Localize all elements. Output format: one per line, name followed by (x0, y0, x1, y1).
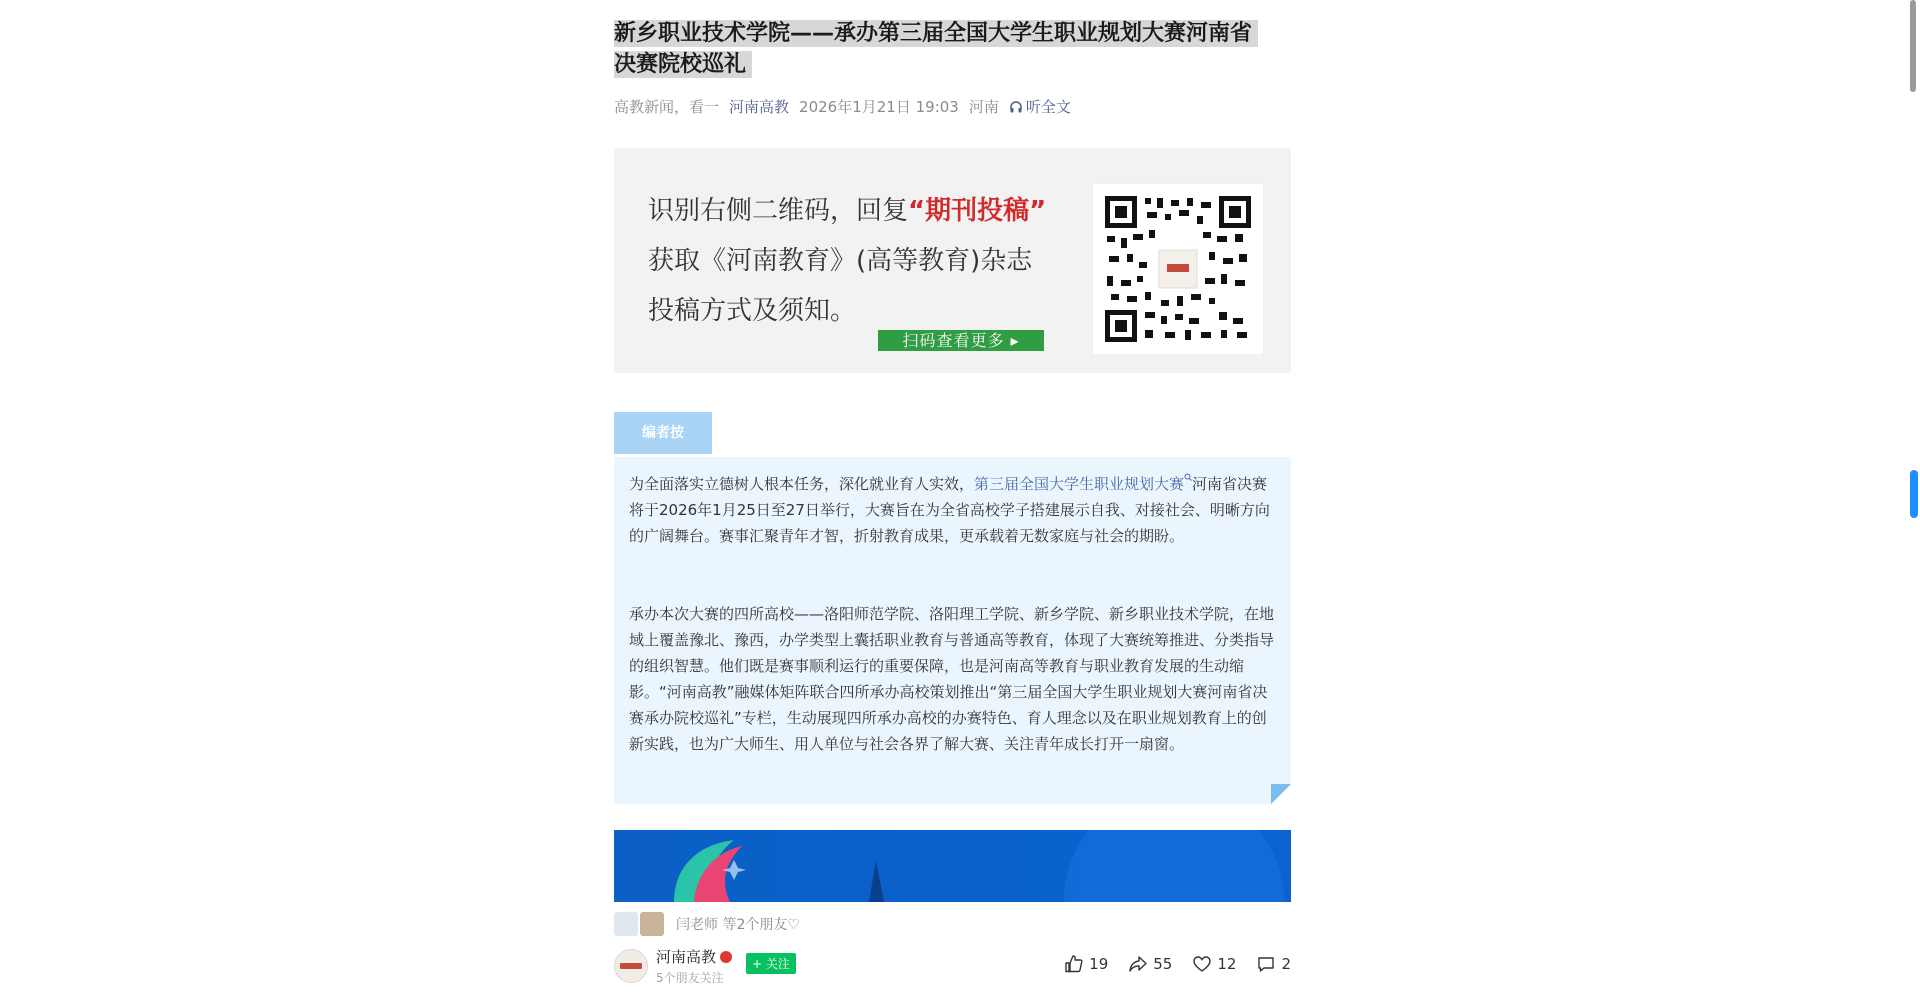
banner-line-2: 获取《河南教育》(高等教育)杂志 (648, 246, 1033, 276)
editor-note (614, 457, 1291, 804)
friends-liked[interactable] (614, 912, 800, 936)
comment-button[interactable] (1256, 954, 1291, 974)
scan-more-label: 扫码查看更多 ▸ (878, 330, 1044, 351)
friend-avatar-1 (614, 912, 638, 936)
account-card[interactable] (614, 946, 796, 986)
account-name-row (656, 946, 732, 967)
qr-code (1092, 183, 1264, 355)
article-meta (614, 96, 1091, 117)
banner-text (648, 186, 1046, 336)
source-prefix: 高教新闻，看一 (614, 98, 720, 116)
publish-time: 2026年1月21日 19:03 (799, 98, 959, 116)
editor-note-paragraph-1 (629, 471, 1277, 549)
page-fold-shade (1271, 784, 1291, 804)
verified-icon (720, 951, 732, 963)
banner-line-1-prefix: 识别右侧二维码，回复 (648, 196, 909, 226)
banner-highlight: “期刊投稿” (908, 196, 1047, 226)
article-title-line1: 新乡职业技术学院——承办第三届全国大学生职业规划大赛河南省 (614, 20, 1258, 47)
account-name[interactable]: 河南高教 (656, 948, 717, 966)
favorite-count: 12 (1217, 955, 1237, 973)
submission-banner[interactable] (614, 148, 1291, 373)
competition-link[interactable]: 第三届全国大学生职业规划大赛 (974, 475, 1185, 493)
account-link[interactable]: 河南高教 (729, 98, 790, 116)
account-logo-icon (620, 961, 642, 971)
location: 河南 (968, 98, 999, 116)
poster-image (614, 830, 1291, 902)
account-names (656, 946, 732, 986)
thumbs-up-icon (1064, 954, 1084, 974)
comment-icon (1256, 954, 1276, 974)
share-button[interactable] (1128, 954, 1172, 974)
article-title-line2: 决赛院校巡礼 (614, 51, 752, 78)
banner-line-1 (648, 186, 1046, 236)
bottom-bar (614, 904, 1291, 999)
account-avatar[interactable] (614, 949, 648, 983)
editor-note-tab: 编者按 (614, 412, 712, 454)
floating-side-handle[interactable] (1910, 470, 1918, 518)
share-icon (1128, 954, 1148, 974)
qr-code-icon (1105, 196, 1251, 342)
editor-note-paragraph-2: 承办本次大赛的四所高校——洛阳师范学院、洛阳理工学院、新乡学院、新乡职业技术学院，在地域上覆盖豫北、豫西，办学类型上囊括职业教育与普通高等教育，体现了大赛统筹推进、分类指导的组织智慧。他们既是赛事顺利运行的重要保障，也是河南高等教育与职业教育发展的生动缩影。“河南高教”融媒体矩阵联合四所承办高校策划推出“第三届全国大学生职业规划大赛河南省决赛承办院校巡礼”专栏，生动展现四所承办高校的办赛特色、育人理念以及在职业规划教育上的创新实践，也为广大师生、用人单位与社会各界了解大赛、关注青年成长打开一扇窗。 (629, 605, 1275, 753)
headphones-icon (1009, 100, 1023, 114)
article-actions (1044, 954, 1291, 974)
search-icon[interactable] (1184, 473, 1192, 483)
article-title (614, 18, 1258, 80)
account-followers: 5个朋友关注 (656, 971, 724, 985)
favorite-button[interactable] (1192, 954, 1236, 974)
friends-liked-text: 闫老师 等2个朋友♡ (676, 917, 800, 933)
follow-button[interactable]: + 关注 (746, 953, 796, 974)
listen-label: 听全文 (1025, 98, 1071, 116)
like-count: 19 (1089, 955, 1109, 973)
like-button[interactable] (1064, 954, 1108, 974)
friend-avatar-2 (640, 912, 664, 936)
banner-line-3: 投稿方式及须知。 (648, 296, 857, 326)
comment-count: 2 (1281, 955, 1291, 973)
heart-icon (1192, 954, 1212, 974)
listen-button[interactable] (1009, 96, 1081, 117)
page-scrollbar-thumb[interactable] (1910, 0, 1916, 92)
editor-note-p1-prefix: 为全面落实立德树人根本任务，深化就业育人实效， (629, 475, 975, 493)
share-count: 55 (1153, 955, 1173, 973)
poster-graphic (614, 830, 1291, 902)
editor-note-p1-suffix: 河南省决赛将于2026年1月25日至27日举行，大赛旨在为全省高校学子搭建展示自我、对接社会、明晰方向的广阔舞台。赛事汇聚青年才智，折射教育成果，更承载着无数家庭与社会的期盼。 (629, 475, 1270, 545)
